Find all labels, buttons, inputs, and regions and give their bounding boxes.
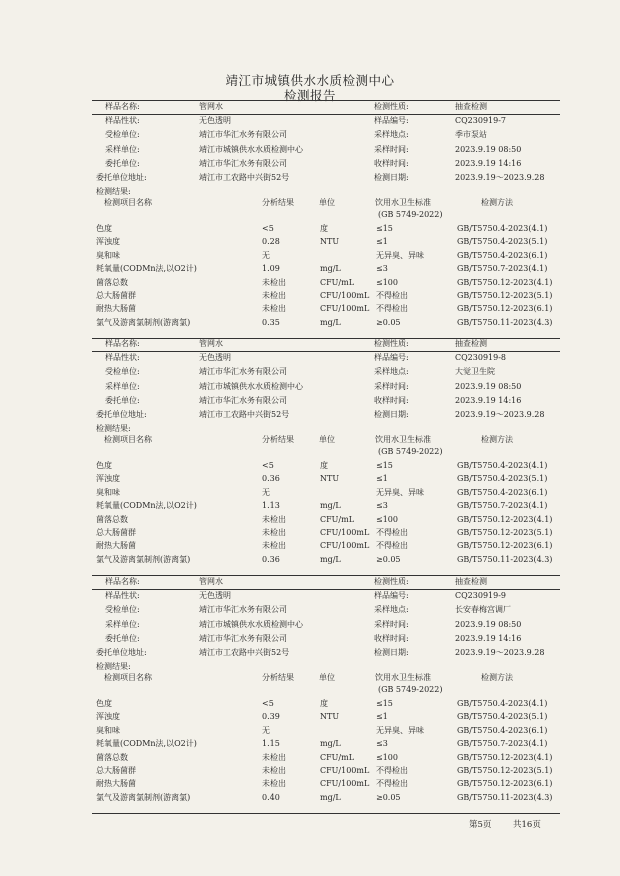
- col-header-item: 检测项目名称: [104, 435, 152, 444]
- row-result: 1.09: [262, 264, 280, 274]
- row-item: 总大肠菌群: [96, 766, 136, 775]
- client-unit-value: 靖江市华汇水务有限公司: [199, 633, 287, 643]
- inspected-unit-value: 靖江市华汇水务有限公司: [199, 367, 287, 377]
- receipt-time-label: 收样时间:: [374, 158, 409, 168]
- row-method: GB/T5750.12-2023(6.1): [457, 541, 553, 551]
- page-number: 第5页: [469, 820, 492, 830]
- row-result: 0.36: [262, 474, 280, 484]
- inspected-unit-value: 靖江市华汇水务有限公司: [199, 130, 287, 140]
- col-header-result: 分析结果: [262, 435, 294, 444]
- client-address-value: 靖江市工农路中兴街52号: [199, 410, 290, 419]
- row-item: 耗氧量(CODMn法,以O2计): [96, 501, 197, 511]
- row-item: 色度: [96, 461, 112, 470]
- row-item: 色度: [96, 224, 112, 233]
- row-result: 未检出: [262, 528, 286, 537]
- row-item: 耐热大肠菌: [96, 779, 136, 789]
- row-method: GB/T5750.4-2023(4.1): [457, 224, 548, 233]
- page-total: 共16页: [513, 820, 541, 830]
- row-standard: 无异臭、异味: [376, 725, 424, 735]
- row-item: 氯气及游离氯制剂(游离氯): [96, 554, 191, 564]
- row-result: 无: [262, 725, 270, 735]
- row-item: 氯气及游离氯制剂(游离氯): [96, 792, 191, 802]
- row-result: 未检出: [262, 277, 286, 287]
- receipt-time-label: 收样时间:: [374, 633, 409, 643]
- row-standard: ≤15: [376, 461, 393, 470]
- sampling-site-value: 大觉卫生院: [455, 367, 495, 377]
- row-item: 菌落总数: [96, 514, 128, 524]
- client-unit-label: 委托单位:: [105, 633, 140, 643]
- col-header-standard: 饮用水卫生标准: [375, 435, 431, 444]
- row-result: 未检出: [262, 291, 286, 300]
- results-heading: 检测结果:: [96, 662, 131, 671]
- inspected-unit-label: 受检单位:: [105, 367, 140, 377]
- row-method: GB/T5750.12-2023(5.1): [457, 528, 553, 537]
- test-nature-value: 抽查检测: [455, 102, 487, 111]
- row-item: 浑浊度: [96, 474, 120, 484]
- row-standard: ≤1: [376, 237, 388, 247]
- inspected-unit-label: 受检单位:: [105, 130, 140, 140]
- test-date-value: 2023.9.19～2023.9.28: [455, 648, 545, 657]
- row-method: GB/T5750.7-2023(4.1): [457, 739, 548, 749]
- test-date-label: 检测日期:: [374, 410, 409, 419]
- row-unit: CFU/100mL: [320, 291, 370, 300]
- row-result: 无: [262, 250, 270, 260]
- test-date-label: 检测日期:: [374, 173, 409, 182]
- sample-property-label: 样品性状:: [105, 353, 140, 363]
- row-method: GB/T5750.12-2023(6.1): [457, 779, 553, 789]
- row-unit: CFU/100mL: [320, 779, 370, 789]
- row-result: 未检出: [262, 752, 286, 762]
- sample-number-label: 样品编号:: [374, 116, 409, 126]
- col-header-unit: 单位: [319, 673, 335, 682]
- sample-number-label: 样品编号:: [374, 353, 409, 363]
- sampling-unit-value: 靖江市城镇供水水质检测中心: [199, 619, 303, 629]
- sample-property-value: 无色透明: [199, 591, 231, 601]
- sample-property-value: 无色透明: [199, 116, 231, 126]
- row-item: 氯气及游离氯制剂(游离氯): [96, 317, 191, 327]
- client-address-label: 委托单位地址:: [96, 648, 147, 657]
- row-result: 1.15: [262, 739, 280, 749]
- row-standard: 不得检出: [376, 528, 408, 537]
- sampling-unit-label: 采样单位:: [105, 381, 140, 391]
- row-unit: 度: [320, 699, 328, 708]
- sample-name-label: 样品名称:: [105, 577, 140, 586]
- sampling-time-label: 采样时间:: [374, 381, 409, 391]
- report-title: 检测报告: [283, 88, 336, 103]
- row-standard: 不得检出: [376, 291, 408, 300]
- row-unit: CFU/mL: [320, 514, 355, 524]
- test-nature-value: 抽查检测: [455, 339, 487, 348]
- row-standard: 不得检出: [376, 779, 408, 789]
- row-method: GB/T5750.7-2023(4.1): [457, 264, 548, 274]
- sample-number-value: CQ230919-9: [455, 591, 507, 601]
- row-unit: CFU/100mL: [320, 541, 370, 551]
- row-method: GB/T5750.4-2023(4.1): [457, 699, 548, 708]
- col-header-result: 分析结果: [262, 673, 294, 682]
- row-result: 未检出: [262, 514, 286, 524]
- row-unit: mg/L: [320, 554, 341, 564]
- row-unit: mg/L: [320, 317, 341, 327]
- client-address-label: 委托单位地址:: [96, 410, 147, 419]
- sampling-unit-value: 靖江市城镇供水水质检测中心: [199, 381, 303, 391]
- sampling-time-value: 2023.9.19 08:50: [455, 619, 522, 629]
- row-unit: mg/L: [320, 739, 341, 749]
- col-header-method: 检测方法: [481, 435, 513, 444]
- row-result: <5: [262, 224, 274, 233]
- row-result: 0.40: [262, 792, 280, 802]
- row-result: 0.35: [262, 317, 280, 327]
- row-unit: 度: [320, 461, 328, 470]
- test-date-value: 2023.9.19～2023.9.28: [455, 173, 545, 182]
- sampling-unit-label: 采样单位:: [105, 144, 140, 154]
- row-method: GB/T5750.12-2023(5.1): [457, 766, 553, 775]
- sample-number-value: CQ230919-7: [455, 116, 507, 126]
- row-unit: NTU: [320, 712, 340, 722]
- row-item: 臭和味: [96, 487, 120, 497]
- row-standard: ≥0.05: [376, 554, 401, 564]
- row-result: <5: [262, 461, 274, 470]
- row-method: GB/T5750.12-2023(6.1): [457, 304, 553, 314]
- receipt-time-value: 2023.9.19 14:16: [455, 395, 522, 405]
- row-method: GB/T5750.11-2023(4.3): [457, 792, 553, 802]
- row-result: 未检出: [262, 541, 286, 551]
- divider: [92, 100, 560, 101]
- row-standard: ≤100: [376, 514, 398, 524]
- row-method: GB/T5750.12-2023(4.1): [457, 277, 553, 287]
- row-standard: ≤15: [376, 224, 393, 233]
- row-unit: CFU/mL: [320, 752, 355, 762]
- divider: [92, 589, 560, 590]
- row-standard: 无异臭、异味: [376, 250, 424, 260]
- row-method: GB/T5750.11-2023(4.3): [457, 317, 553, 327]
- sample-property-label: 样品性状:: [105, 591, 140, 601]
- row-method: GB/T5750.4-2023(5.1): [457, 237, 548, 247]
- row-standard: 不得检出: [376, 304, 408, 314]
- sampling-site-label: 采样地点:: [374, 367, 409, 377]
- row-item: 浑浊度: [96, 712, 120, 722]
- row-unit: mg/L: [320, 792, 341, 802]
- row-standard: ≤100: [376, 277, 398, 287]
- row-unit: mg/L: [320, 501, 341, 511]
- row-unit: NTU: [320, 474, 340, 484]
- row-item: 臭和味: [96, 725, 120, 735]
- row-method: GB/T5750.4-2023(6.1): [457, 725, 548, 735]
- sampling-unit-value: 靖江市城镇供水水质检测中心: [199, 144, 303, 154]
- row-standard: ≤100: [376, 752, 398, 762]
- sample-number-value: CQ230919-8: [455, 353, 507, 363]
- inspected-unit-value: 靖江市华汇水务有限公司: [199, 605, 287, 615]
- inspected-unit-label: 受检单位:: [105, 605, 140, 615]
- sample-name-value: 管网水: [199, 577, 223, 586]
- report-org-title: 靖江市城镇供水水质检测中心: [225, 73, 395, 88]
- col-header-method: 检测方法: [481, 198, 513, 207]
- sampling-site-value: 季市泵站: [455, 130, 487, 140]
- row-item: 耗氧量(CODMn法,以O2计): [96, 264, 197, 274]
- receipt-time-value: 2023.9.19 14:16: [455, 633, 522, 643]
- results-heading: 检测结果:: [96, 424, 131, 433]
- divider: [92, 575, 560, 576]
- client-address-value: 靖江市工农路中兴街52号: [199, 173, 290, 182]
- row-result: 无: [262, 487, 270, 497]
- row-method: GB/T5750.4-2023(5.1): [457, 474, 548, 484]
- sampling-time-label: 采样时间:: [374, 144, 409, 154]
- client-unit-label: 委托单位:: [105, 395, 140, 405]
- sample-number-label: 样品编号:: [374, 591, 409, 601]
- row-standard: ≥0.05: [376, 317, 401, 327]
- test-nature-label: 检测性质:: [374, 102, 409, 111]
- row-unit: mg/L: [320, 264, 341, 274]
- sample-name-value: 管网水: [199, 102, 223, 111]
- test-nature-value: 抽查检测: [455, 577, 487, 586]
- receipt-time-value: 2023.9.19 14:16: [455, 158, 522, 168]
- row-unit: CFU/100mL: [320, 304, 370, 314]
- row-standard: ≤1: [376, 712, 388, 722]
- col-header-unit: 单位: [319, 198, 335, 207]
- row-method: GB/T5750.4-2023(5.1): [457, 712, 548, 722]
- row-standard: ≤1: [376, 474, 388, 484]
- receipt-time-label: 收样时间:: [374, 395, 409, 405]
- row-item: 耐热大肠菌: [96, 541, 136, 551]
- row-unit: CFU/mL: [320, 277, 355, 287]
- client-address-value: 靖江市工农路中兴街52号: [199, 648, 290, 657]
- col-header-standard-ref: (GB 5749-2022): [378, 210, 443, 219]
- results-heading: 检测结果:: [96, 187, 131, 196]
- row-method: GB/T5750.4-2023(6.1): [457, 250, 548, 260]
- sampling-site-value: 长安春梅宫调厂: [455, 605, 511, 615]
- divider: [92, 351, 560, 352]
- row-item: 耗氧量(CODMn法,以O2计): [96, 739, 197, 749]
- row-standard: 不得检出: [376, 766, 408, 775]
- row-method: GB/T5750.4-2023(6.1): [457, 487, 548, 497]
- sampling-time-value: 2023.9.19 08:50: [455, 381, 522, 391]
- row-result: 未检出: [262, 766, 286, 775]
- col-header-standard: 饮用水卫生标准: [375, 673, 431, 682]
- divider: [92, 338, 560, 339]
- row-method: GB/T5750.12-2023(4.1): [457, 752, 553, 762]
- row-result: 1.13: [262, 501, 280, 511]
- row-item: 菌落总数: [96, 752, 128, 762]
- col-header-standard-ref: (GB 5749-2022): [378, 447, 443, 456]
- col-header-method: 检测方法: [481, 673, 513, 682]
- sampling-site-label: 采样地点:: [374, 130, 409, 140]
- col-header-unit: 单位: [319, 435, 335, 444]
- sampling-site-label: 采样地点:: [374, 605, 409, 615]
- client-unit-value: 靖江市华汇水务有限公司: [199, 158, 287, 168]
- row-unit: NTU: [320, 237, 340, 247]
- client-unit-label: 委托单位:: [105, 158, 140, 168]
- row-standard: 无异臭、异味: [376, 487, 424, 497]
- row-standard: ≤3: [376, 739, 388, 749]
- row-method: GB/T5750.7-2023(4.1): [457, 501, 548, 511]
- row-item: 色度: [96, 699, 112, 708]
- row-unit: CFU/100mL: [320, 766, 370, 775]
- divider: [92, 813, 560, 814]
- row-result: 0.36: [262, 554, 280, 564]
- row-item: 总大肠菌群: [96, 528, 136, 537]
- row-unit: 度: [320, 224, 328, 233]
- row-result: <5: [262, 699, 274, 708]
- col-header-standard: 饮用水卫生标准: [375, 198, 431, 207]
- row-standard: ≤3: [376, 501, 388, 511]
- row-result: 未检出: [262, 304, 286, 314]
- row-standard: ≤3: [376, 264, 388, 274]
- row-result: 0.28: [262, 237, 280, 247]
- sampling-unit-label: 采样单位:: [105, 619, 140, 629]
- client-address-label: 委托单位地址:: [96, 173, 147, 182]
- sample-name-label: 样品名称:: [105, 339, 140, 348]
- sample-property-label: 样品性状:: [105, 116, 140, 126]
- sample-name-value: 管网水: [199, 339, 223, 348]
- row-standard: ≥0.05: [376, 792, 401, 802]
- col-header-standard-ref: (GB 5749-2022): [378, 685, 443, 694]
- sampling-time-label: 采样时间:: [374, 619, 409, 629]
- col-header-result: 分析结果: [262, 198, 294, 207]
- test-date-value: 2023.9.19～2023.9.28: [455, 410, 545, 419]
- sample-name-label: 样品名称:: [105, 102, 140, 111]
- row-item: 浑浊度: [96, 237, 120, 247]
- row-method: GB/T5750.12-2023(5.1): [457, 291, 553, 300]
- test-nature-label: 检测性质:: [374, 339, 409, 348]
- row-item: 臭和味: [96, 250, 120, 260]
- row-method: GB/T5750.11-2023(4.3): [457, 554, 553, 564]
- row-standard: 不得检出: [376, 541, 408, 551]
- sampling-time-value: 2023.9.19 08:50: [455, 144, 522, 154]
- row-item: 总大肠菌群: [96, 291, 136, 300]
- row-method: GB/T5750.12-2023(4.1): [457, 514, 553, 524]
- row-result: 0.39: [262, 712, 280, 722]
- sample-property-value: 无色透明: [199, 353, 231, 363]
- row-item: 耐热大肠菌: [96, 304, 136, 314]
- row-unit: CFU/100mL: [320, 528, 370, 537]
- client-unit-value: 靖江市华汇水务有限公司: [199, 395, 287, 405]
- test-date-label: 检测日期:: [374, 648, 409, 657]
- row-result: 未检出: [262, 779, 286, 789]
- divider: [92, 114, 560, 115]
- row-standard: ≤15: [376, 699, 393, 708]
- row-method: GB/T5750.4-2023(4.1): [457, 461, 548, 470]
- col-header-item: 检测项目名称: [104, 673, 152, 682]
- col-header-item: 检测项目名称: [104, 198, 152, 207]
- row-item: 菌落总数: [96, 277, 128, 287]
- test-nature-label: 检测性质:: [374, 577, 409, 586]
